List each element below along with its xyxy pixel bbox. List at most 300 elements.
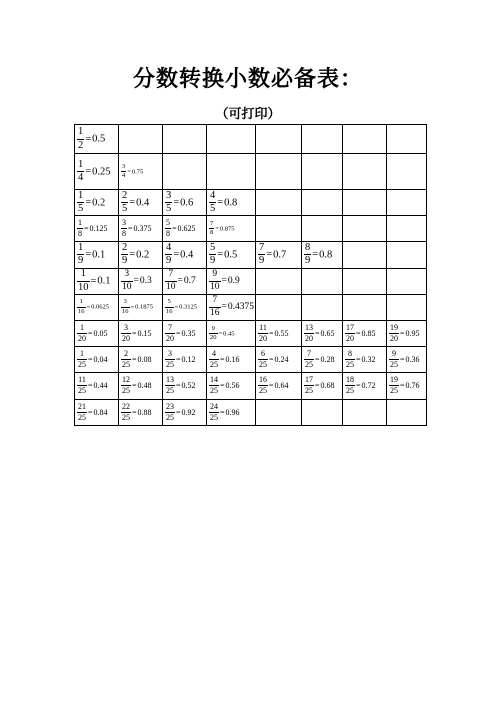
equals-sign: = [176,329,181,339]
fraction [165,243,172,267]
equals-sign: = [173,249,180,261]
denominator: 5 [78,203,84,215]
decimal-value: 0.15 [137,329,152,339]
equals-sign: = [315,381,320,391]
equals-sign: = [217,249,224,261]
equals-sign: = [400,329,405,339]
equals-sign: = [177,276,183,287]
fraction [258,243,265,267]
numerator: 4 [212,349,216,359]
empty-cell [343,190,387,216]
empty-cell [302,125,343,154]
denominator: 25 [210,360,218,370]
denominator: 20 [305,334,313,344]
equals-sign: = [132,381,137,391]
denominator: 9 [166,255,172,267]
fraction [121,376,131,395]
fraction [121,164,126,180]
empty-cell [302,399,343,425]
numerator: 9 [392,349,396,359]
table-row [75,399,427,425]
fraction-cell [75,320,119,346]
fraction-cell [163,347,207,373]
empty-cell [343,268,387,294]
numerator: 7 [168,269,174,280]
decimal-value: 0.9 [227,276,240,287]
table-row [75,125,427,154]
numerator: 1 [79,298,83,306]
equals-sign: = [356,355,361,365]
numerator: 23 [166,401,174,411]
decimal-value: 0.65 [320,329,335,339]
equals-sign: = [90,275,97,287]
empty-cell [302,216,343,242]
fraction [77,324,87,343]
fraction-decimal-table [74,124,427,426]
fraction-cell [119,242,163,268]
decimal-value: 0.875 [219,225,235,233]
fraction-cell [75,399,119,425]
fraction [121,191,128,215]
numerator: 3 [168,349,172,359]
fraction-cell [75,125,119,154]
fraction [389,324,399,343]
empty-cell [387,216,427,242]
equals-sign: = [88,407,93,417]
fraction [121,243,128,267]
fraction-cell [75,216,119,242]
empty-cell [343,125,387,154]
numerator: 16 [259,375,267,385]
fraction [209,221,214,237]
denominator: 25 [390,386,398,396]
decimal-value: 0.44 [93,381,108,391]
decimal-value: 0.04 [93,355,108,365]
decimal-value: 0.1 [97,275,111,287]
decimal-value: 0.48 [137,381,152,391]
denominator: 25 [166,386,174,396]
fraction-cell [387,347,427,373]
fraction [209,376,219,395]
fraction [77,299,86,315]
fraction-cell [119,294,163,320]
decimal-value: 0.8 [319,249,333,261]
table-row [75,242,427,268]
denominator: 25 [390,360,398,370]
decimal-value: 0.88 [137,407,152,417]
fraction-cell [256,320,302,346]
equals-sign: = [88,355,93,365]
equals-sign: = [85,249,92,261]
decimal-value: 0.05 [93,329,108,339]
denominator: 25 [78,360,86,370]
decimal-value: 0.625 [177,224,196,234]
fraction [209,270,221,292]
empty-cell [302,154,343,190]
decimal-value: 0.25 [92,166,111,177]
denominator: 8 [210,229,214,237]
fraction-cell [75,294,119,320]
fraction [258,324,268,343]
decimal-value: 0.3 [139,276,152,287]
decimal-value: 0.08 [137,355,152,365]
empty-cell [387,242,427,268]
equals-sign: = [174,303,179,311]
denominator: 25 [305,360,313,370]
fraction [121,299,130,315]
table-row [75,373,427,399]
decimal-value: 0.7 [273,249,287,261]
decimal-value: 0.4375 [227,302,254,313]
numerator: 21 [78,401,86,411]
equals-sign: = [221,302,227,313]
fraction-cell [75,373,119,399]
fraction [121,219,127,238]
numerator: 1 [78,158,84,170]
decimal-value: 0.4 [136,197,150,209]
denominator: 2 [78,139,84,151]
fraction [121,324,131,343]
fraction-cell [163,216,207,242]
denominator: 20 [122,334,130,344]
fraction [165,324,175,343]
fraction-cell [119,373,163,399]
empty-cell [387,268,427,294]
numerator: 17 [346,323,354,333]
fraction [209,243,216,267]
numerator: 8 [348,349,352,359]
fraction [209,296,221,318]
numerator: 19 [390,375,398,385]
equals-sign: = [129,249,136,261]
fraction [77,243,84,267]
decimal-value: 0.4 [180,249,194,261]
empty-cell [256,125,302,154]
fraction [165,219,171,238]
numerator: 1 [80,323,84,333]
fraction-cell [302,242,343,268]
denominator: 9 [210,255,216,267]
numerator: 7 [259,241,265,253]
equals-sign: = [132,329,137,339]
fraction-cell [163,294,207,320]
numerator: 7 [307,349,311,359]
equals-sign: = [266,249,273,261]
numerator: 14 [210,375,218,385]
denominator: 16 [166,307,173,315]
denominator: 9 [122,255,128,267]
decimal-value: 0.96 [225,407,240,417]
equals-sign: = [86,303,91,311]
decimal-value: 0.16 [225,355,240,365]
denominator: 4 [122,172,126,179]
fraction [304,324,314,343]
denominator: 20 [210,334,217,342]
denominator: 5 [210,203,216,215]
fraction [77,127,84,151]
equals-sign: = [88,381,93,391]
denominator: 25 [166,412,174,422]
denominator: 8 [166,229,170,239]
decimal-value: 0.64 [274,381,289,391]
denominator: 25 [122,360,130,370]
fraction-cell [119,216,163,242]
equals-sign: = [133,276,139,287]
denominator: 25 [122,386,130,396]
denominator: 10 [210,281,220,292]
denominator: 25 [210,412,218,422]
equals-sign: = [176,381,181,391]
numerator: 1 [80,349,84,359]
numerator: 3 [166,189,172,201]
empty-cell [343,399,387,425]
table-row [75,294,427,320]
equals-sign: = [85,197,92,209]
numerator: 3 [122,218,126,228]
empty-cell [207,154,256,190]
fraction-cell [163,373,207,399]
equals-sign: = [356,381,361,391]
fraction-cell [207,373,256,399]
decimal-value: 0.1875 [135,303,154,311]
page-title: 分数转换小数必备表： [132,67,363,92]
decimal-value: 0.85 [361,329,376,339]
numerator: 1 [78,218,82,228]
numerator: 19 [390,323,398,333]
numerator: 1 [78,126,84,137]
equals-sign: = [315,355,320,365]
numerator: 22 [122,401,130,411]
decimal-value: 0.3125 [179,303,198,311]
numerator: 1 [78,241,84,253]
fraction-cell [163,399,207,425]
decimal-value: 0.6 [180,197,194,209]
empty-cell [207,125,256,154]
decimal-value: 0.375 [133,224,152,234]
decimal-value: 0.2 [92,197,106,209]
denominator: 4 [78,172,84,183]
equals-sign: = [176,355,181,365]
decimal-value: 0.5 [224,249,238,261]
denominator: 20 [78,334,86,344]
fraction [209,191,216,215]
fraction-cell [387,320,427,346]
numerator: 17 [305,375,313,385]
numerator: 12 [122,375,130,385]
numerator: 4 [210,189,216,201]
fraction-cell [207,294,256,320]
denominator: 5 [122,203,128,215]
equals-sign: = [356,329,361,339]
decimal-value: 0.1 [92,249,106,261]
fraction-cell [256,373,302,399]
fraction-cell [75,190,119,216]
numerator: 18 [346,375,354,385]
fraction [77,269,90,293]
decimal-value: 0.0625 [91,303,110,311]
page-subtitle: （可打印） [215,107,281,122]
fraction-cell [387,373,427,399]
equals-sign: = [400,355,405,365]
fraction-cell [207,347,256,373]
numerator: 24 [210,401,218,411]
equals-sign: = [217,197,224,209]
table-row [75,347,427,373]
equals-sign: = [128,224,133,234]
decimal-value: 0.32 [361,355,376,365]
table-row [75,190,427,216]
decimal-value: 0.68 [320,381,335,391]
denominator: 20 [166,334,174,344]
empty-cell [256,399,302,425]
decimal-value: 0.45 [223,330,235,338]
fraction [389,350,399,369]
fraction [77,219,83,238]
equals-sign: = [85,133,92,145]
equals-sign: = [269,329,274,339]
fraction [165,191,172,215]
equals-sign: = [220,407,225,417]
empty-cell [302,294,343,320]
denominator: 20 [390,334,398,344]
equals-sign: = [130,303,135,311]
denominator: 8 [78,229,82,239]
equals-sign: = [129,197,136,209]
decimal-value: 0.35 [181,329,196,339]
numerator: 13 [166,375,174,385]
denominator: 10 [122,281,132,292]
numerator: 2 [124,349,128,359]
numerator: 3 [124,323,128,333]
decimal-value: 0.55 [274,329,289,339]
equals-sign: = [269,355,274,365]
denominator: 25 [210,386,218,396]
equals-sign: = [132,407,137,417]
equals-sign: = [84,224,89,234]
denominator: 5 [166,203,172,215]
fraction-cell [163,190,207,216]
numerator: 5 [167,298,171,306]
denominator: 9 [259,255,265,267]
numerator: 5 [210,241,216,253]
decimal-value: 0.36 [405,355,420,365]
denominator: 16 [78,307,85,315]
decimal-value: 0.8 [224,197,238,209]
denominator: 25 [122,412,130,422]
fraction [77,350,87,369]
denominator: 8 [122,229,126,239]
decimal-value: 0.5 [92,133,106,145]
fraction [121,403,131,422]
equals-sign: = [215,225,219,233]
equals-sign: = [172,224,177,234]
equals-sign: = [220,355,225,365]
denominator: 25 [346,360,354,370]
fraction [165,403,175,422]
fraction [209,350,219,369]
numerator: 8 [305,241,311,253]
fraction-cell [119,190,163,216]
decimal-value: 0.72 [361,381,376,391]
denominator: 10 [166,281,176,292]
numerator: 11 [259,323,267,333]
numerator: 7 [210,219,214,227]
empty-cell [256,216,302,242]
fraction [121,270,133,292]
empty-cell [302,268,343,294]
decimal-value: 0.52 [181,381,196,391]
fraction-cell [302,320,343,346]
fraction-cell [75,347,119,373]
empty-cell [163,125,207,154]
numerator: 9 [211,324,215,332]
numerator: 13 [305,323,313,333]
denominator: 9 [305,255,311,267]
denominator: 25 [78,412,86,422]
numerator: 2 [122,189,128,201]
fraction [77,376,87,395]
empty-cell [343,216,387,242]
numerator: 4 [166,241,172,253]
fraction [165,350,175,369]
fraction-cell [207,268,256,294]
fraction-cell [163,268,207,294]
fraction [258,376,268,395]
denominator: 25 [259,386,267,396]
fraction [304,350,314,369]
numerator: 3 [123,298,127,306]
fraction [209,403,219,422]
numerator: 6 [261,349,265,359]
decimal-value: 0.92 [181,407,196,417]
table-row [75,216,427,242]
fraction-cell [163,242,207,268]
fraction [165,270,177,292]
empty-cell [343,154,387,190]
numerator: 3 [122,162,126,170]
equals-sign: = [312,249,319,261]
empty-cell [256,154,302,190]
fraction [389,376,399,395]
empty-cell [256,268,302,294]
empty-cell [387,294,427,320]
fraction-cell [256,242,302,268]
fraction-cell [75,154,119,190]
fraction-cell [119,347,163,373]
numerator: 7 [212,295,218,306]
fraction-cell [207,399,256,425]
denominator: 25 [166,360,174,370]
equals-sign: = [221,276,227,287]
fraction-cell [343,373,387,399]
fraction-cell [119,268,163,294]
empty-cell [119,125,163,154]
fraction-cell [302,373,343,399]
fraction-cell [207,320,256,346]
table-row [75,268,427,294]
numerator: 9 [212,269,218,280]
decimal-value: 0.76 [405,381,420,391]
fraction-cell [256,347,302,373]
decimal-value: 0.24 [274,355,289,365]
fraction-cell [207,190,256,216]
fraction-cell [302,347,343,373]
fraction-cell [207,242,256,268]
fraction [345,350,355,369]
decimal-value: 0.7 [183,276,196,287]
empty-cell [343,294,387,320]
fraction-cell [163,320,207,346]
